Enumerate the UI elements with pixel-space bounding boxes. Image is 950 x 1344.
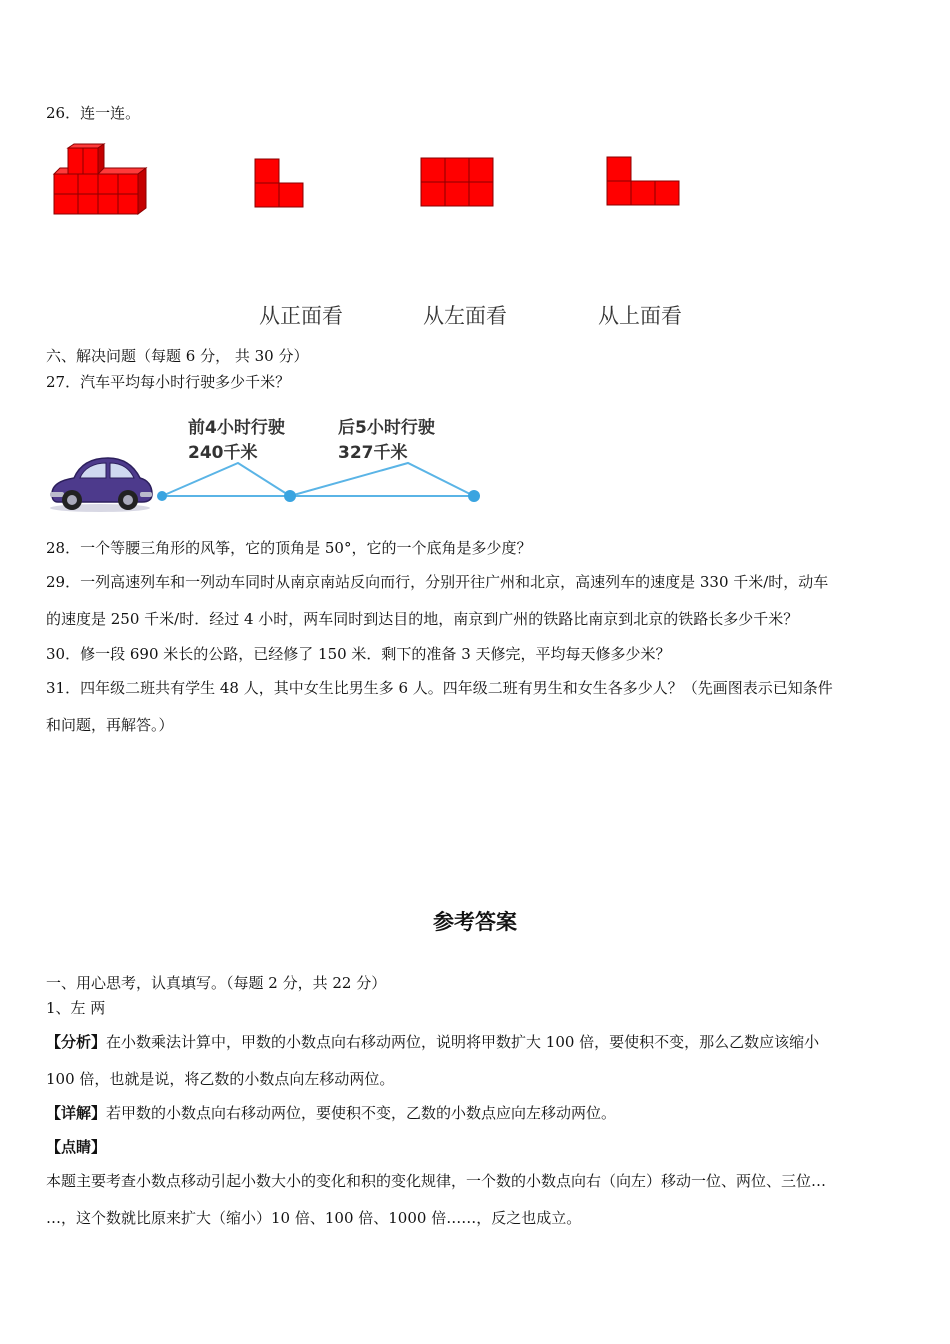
answer-item-1: 1、左 两: [46, 999, 106, 1017]
comment-line1: 本题主要考查小数点移动引起小数大小的变化和积的变化规律，一个数的小数点向右（向左）移动一位、两位、三位…: [46, 1172, 827, 1190]
analysis-line2: 100 倍，也就是说，将乙数的小数点向左移动两位。: [46, 1070, 395, 1088]
comment-tag: 【点睛】: [46, 1138, 107, 1156]
analysis-text-line1: 在小数乘法计算中，甲数的小数点向右移动两位，说明将甲数扩大 100 倍，要使积不变，那么乙数应该缩小: [106, 1033, 820, 1051]
analysis-line1: [46, 1031, 819, 1052]
q28-text: 28．一个等腰三角形的风筝，它的顶角是 50°，它的一个底角是多少度？: [46, 539, 532, 557]
car-icon: [48, 456, 154, 512]
block-figure-3d: [54, 144, 150, 216]
q27-title: 27．汽车平均每小时行驶多少千米？: [46, 373, 291, 391]
view-figure-l-wide: [606, 156, 680, 206]
detail-line: [46, 1102, 616, 1123]
answers-title: 参考答案: [433, 910, 517, 934]
q27-label1-line2: 240千米: [188, 443, 258, 463]
detail-tag: 【详解】: [46, 1104, 107, 1122]
view-label-top: 从上面看: [598, 304, 682, 328]
q27-label2-line1: 后5小时行驶: [338, 418, 435, 438]
view-figure-l-small: [254, 158, 304, 208]
q31-line1: 31．四年级二班共有学生 48 人，其中女生比男生多 6 人。四年级二班有男生和女生各多少人？（先画图表示已知条件: [46, 679, 833, 697]
answers-section1-heading: 一、用心思考，认真填写。（每题 2 分，共 22 分）: [46, 974, 387, 992]
q30-text: 30．修一段 690 米长的公路，已经修了 150 米．剩下的准备 3 天修完，平均每天修多少米？: [46, 645, 671, 663]
comment-line2: …，这个数就比原来扩大（缩小）10 倍、100 倍、1000 倍……，反之也成立。: [46, 1209, 582, 1227]
q29-line2: 的速度是 250 千米/时．经过 4 小时，两车同时到达目的地，南京到广州的铁路比南京到北京的铁路长多少千米？: [46, 610, 799, 628]
q27-label2-line2: 327千米: [338, 443, 408, 463]
section6-heading: 六、解决问题（每题 6 分， 共 30 分）: [46, 347, 309, 365]
q27-label1-line1: 前4小时行驶: [188, 418, 285, 438]
view-label-front: 从正面看: [259, 304, 343, 328]
q29-line1: 29．一列高速列车和一列动车同时从南京南站反向而行，分别开往广州和北京，高速列车的速度是 330 千米/时，动车: [46, 573, 829, 591]
q31-line2: 和问题，再解答。）: [46, 716, 174, 734]
view-figure-grid: [420, 157, 494, 207]
analysis-tag: 【分析】: [46, 1033, 107, 1051]
q27-line-diagram: [150, 455, 490, 505]
q26-title: 26．连一连。: [46, 104, 141, 122]
detail-text: 若甲数的小数点向右移动两位，要使积不变，乙数的小数点应向左移动两位。: [106, 1104, 617, 1122]
view-label-left: 从左面看: [423, 304, 507, 328]
